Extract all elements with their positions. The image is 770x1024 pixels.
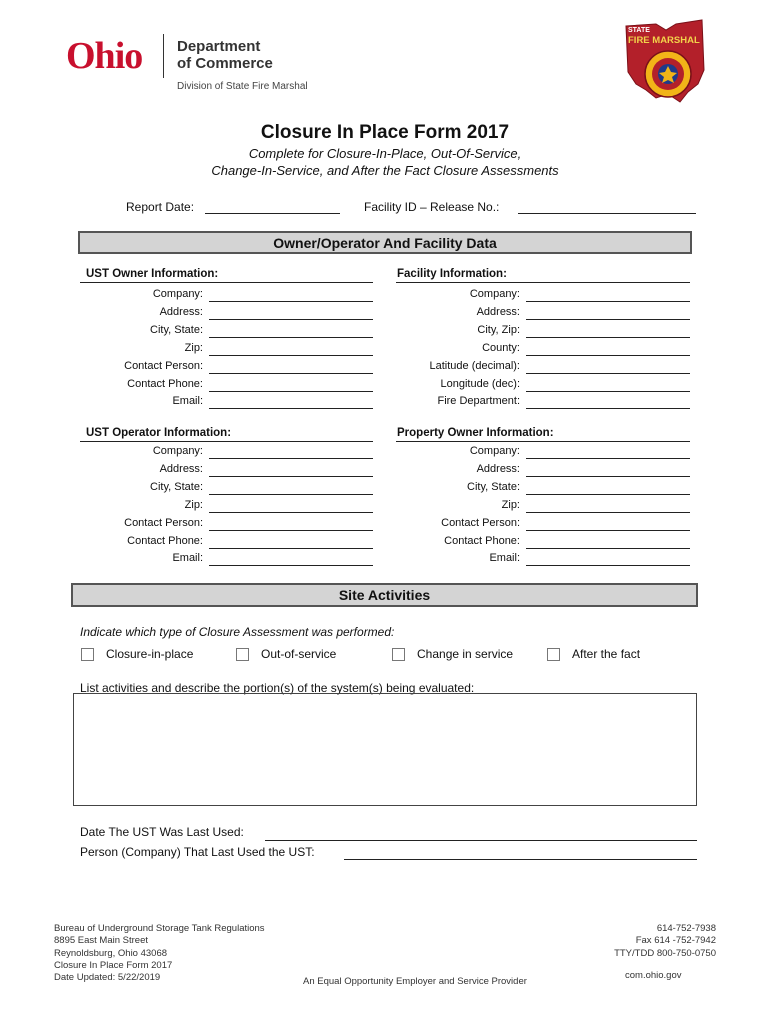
- ust-owner-contact-phone-label: Contact Phone:: [127, 377, 203, 390]
- closure-type-question: Indicate which type of Closure Assessment was performed:: [80, 625, 395, 639]
- ust-operator-contact-person-field[interactable]: [209, 530, 373, 531]
- property-owner-zip-field[interactable]: [526, 512, 690, 513]
- ust-operator-address-label: Address:: [159, 462, 203, 475]
- footer-date-updated: Date Updated: 5/22/2019: [54, 972, 161, 984]
- footer-address: [54, 923, 265, 984]
- facility-heading-underline: [396, 282, 690, 283]
- checkbox-out-of-service[interactable]: [236, 648, 249, 661]
- option-after-the-fact-label: After the fact: [572, 647, 641, 661]
- ust-owner-address-label: Address:: [159, 305, 203, 318]
- ust-operator-address-field[interactable]: [209, 476, 373, 477]
- ust-operator-city-state-label: City, State:: [150, 480, 203, 493]
- ust-owner-address-field[interactable]: [209, 319, 373, 320]
- department-line2: of Commerce: [177, 55, 273, 72]
- property-owner-zip-label: Zip:: [501, 498, 520, 511]
- report-date-field[interactable]: [205, 213, 340, 214]
- footer-contact: [614, 923, 716, 960]
- ust-operator-zip-label: Zip:: [184, 498, 203, 511]
- ust-owner-contact-phone-field[interactable]: [209, 391, 373, 392]
- footer-tty: TTY/TDD 800-750-0750: [614, 947, 716, 959]
- ohio-logo: [66, 34, 142, 78]
- ust-owner-zip-field[interactable]: [209, 355, 373, 356]
- facility-city-zip-field[interactable]: [526, 337, 690, 338]
- facility-longitude-dec-label: Longitude (dec):: [440, 377, 520, 390]
- ust-owner-city-state-label: City, State:: [150, 323, 203, 336]
- property-owner-address-label: Address:: [476, 462, 520, 475]
- facility-latitude-decimal-label: Latitude (decimal):: [429, 359, 520, 372]
- section-site-activities-header: [71, 583, 698, 607]
- facility-county-label: County:: [482, 341, 520, 354]
- property-owner-heading: Property Owner Information:: [397, 427, 554, 439]
- footer-street: 8895 East Main Street: [54, 935, 148, 947]
- facility-latitude-decimal-field[interactable]: [526, 373, 690, 374]
- person-last-used-field[interactable]: [344, 859, 697, 860]
- section-owner-operator-title: Owner/Operator And Facility Data: [273, 235, 497, 251]
- facility-county-field[interactable]: [526, 355, 690, 356]
- footer-fax: Fax 614 -752-7942: [635, 935, 716, 947]
- section-site-activities-title: Site Activities: [338, 587, 431, 603]
- ust-operator-email-label: Email:: [172, 552, 203, 565]
- footer-form-name: Closure In Place Form 2017: [54, 959, 173, 971]
- property-owner-city-state-field[interactable]: [526, 494, 690, 495]
- ust-operator-heading: UST Operator Information:: [86, 427, 232, 439]
- footer-phone: 614-752-7938: [656, 923, 716, 934]
- fire-marshal-badge: [622, 14, 706, 104]
- activities-label: List activities and describe the portion(s) of the system(s) being evaluated:: [80, 681, 475, 695]
- ust-operator-contact-phone-field[interactable]: [209, 548, 373, 549]
- ust-owner-zip-label: Zip:: [184, 341, 203, 354]
- property-owner-company-label: Company:: [469, 445, 520, 457]
- department-name: [177, 38, 273, 72]
- checkbox-closure-in-place[interactable]: [81, 648, 94, 661]
- facility-id-field[interactable]: [518, 213, 696, 214]
- last-used-field[interactable]: [265, 840, 697, 841]
- badge-state-text: STATE: [628, 27, 650, 34]
- department-line1: Department: [177, 38, 261, 55]
- facility-address-field[interactable]: [526, 319, 690, 320]
- option-closure-in-place-label: Closure-in-place: [106, 647, 194, 661]
- property-owner-email-label: Email:: [489, 552, 520, 565]
- division-name: Division of State Fire Marshal: [177, 81, 308, 92]
- footer-website[interactable]: com.ohio.gov: [625, 970, 682, 981]
- property-owner-email-field[interactable]: [526, 565, 690, 566]
- property-owner-address-field[interactable]: [526, 476, 690, 477]
- property-owner-city-state-label: City, State:: [467, 480, 520, 493]
- badge-title-text: FIRE MARSHAL: [628, 35, 700, 46]
- option-change-in-service-label: Change in service: [417, 647, 514, 661]
- ust-operator-contact-person-label: Contact Person:: [124, 516, 203, 529]
- facility-longitude-dec-field[interactable]: [526, 391, 690, 392]
- checkbox-change-in-service[interactable]: [392, 648, 405, 661]
- ust-operator-company-field[interactable]: [209, 458, 373, 459]
- footer-equal-opportunity: An Equal Opportunity Employer and Service Provider: [303, 976, 527, 987]
- logo-divider: [163, 34, 164, 78]
- ust-operator-contact-phone-label: Contact Phone:: [127, 534, 203, 547]
- person-last-used-label: Person (Company) That Last Used the UST:: [80, 845, 315, 859]
- footer-city: Reynoldsburg, Ohio 43068: [54, 947, 168, 959]
- ohio-logo-text: Ohio: [66, 35, 143, 77]
- facility-fire-department-field[interactable]: [526, 408, 690, 409]
- ust-owner-city-state-field[interactable]: [209, 337, 373, 338]
- section-owner-operator-header: [78, 231, 692, 254]
- checkbox-after-the-fact[interactable]: [547, 648, 560, 661]
- ust-operator-email-field[interactable]: [209, 565, 373, 566]
- footer-bureau: Bureau of Underground Storage Tank Regulations: [54, 923, 265, 934]
- ust-owner-contact-person-label: Contact Person:: [124, 359, 203, 372]
- form-subtitle-1: Complete for Closure-In-Place, Out-Of-Service,: [248, 146, 522, 161]
- ust-owner-company-field[interactable]: [209, 301, 373, 302]
- ust-operator-company-label: Company:: [152, 445, 203, 457]
- ust-owner-company-label: Company:: [152, 288, 203, 300]
- activities-textarea[interactable]: [73, 693, 697, 806]
- report-date-label: Report Date:: [126, 200, 195, 214]
- facility-heading: Facility Information:: [397, 268, 507, 280]
- facility-id-label: Facility ID – Release No.:: [364, 200, 500, 214]
- last-used-label: Date The UST Was Last Used:: [80, 825, 244, 839]
- facility-city-zip-label: City, Zip:: [477, 323, 520, 336]
- ust-owner-heading-underline: [80, 282, 373, 283]
- option-out-of-service-label: Out-of-service: [261, 647, 337, 661]
- facility-fire-department-label: Fire Department:: [437, 395, 520, 408]
- facility-company-field[interactable]: [526, 301, 690, 302]
- property-owner-contact-phone-field[interactable]: [526, 548, 690, 549]
- ust-operator-zip-field[interactable]: [209, 512, 373, 513]
- form-subtitle-2: Change-In-Service, and After the Fact Closure Assessments: [211, 163, 559, 178]
- ust-operator-heading-underline: [80, 441, 373, 442]
- form-title: Closure In Place Form 2017: [260, 122, 510, 143]
- property-owner-contact-person-label: Contact Person:: [441, 516, 520, 529]
- ust-owner-email-field[interactable]: [209, 408, 373, 409]
- ust-owner-email-label: Email:: [172, 395, 203, 408]
- property-owner-heading-underline: [396, 441, 690, 442]
- property-owner-contact-phone-label: Contact Phone:: [444, 534, 520, 547]
- facility-address-label: Address:: [476, 305, 520, 318]
- ust-operator-city-state-field[interactable]: [209, 494, 373, 495]
- facility-company-label: Company:: [469, 288, 520, 300]
- property-owner-company-field[interactable]: [526, 458, 690, 459]
- ust-owner-contact-person-field[interactable]: [209, 373, 373, 374]
- ust-owner-heading: UST Owner Information:: [86, 268, 219, 280]
- property-owner-contact-person-field[interactable]: [526, 530, 690, 531]
